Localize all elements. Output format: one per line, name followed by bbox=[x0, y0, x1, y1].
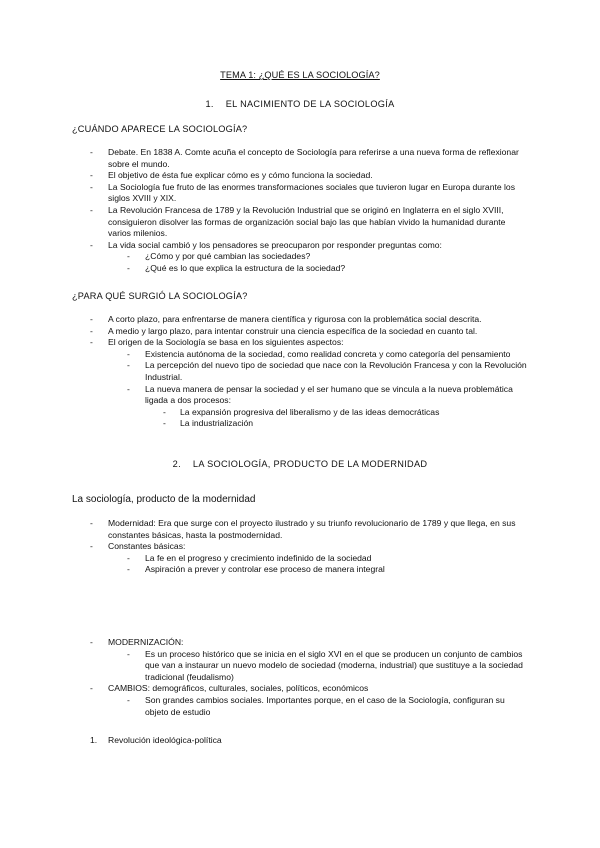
list-item-text: El origen de la Sociología se basa en los siguientes aspectos: bbox=[108, 337, 344, 348]
list-subitem bbox=[0, 564, 600, 576]
list-item bbox=[0, 337, 600, 349]
bullet: - bbox=[163, 406, 166, 417]
bullet: - bbox=[163, 418, 166, 429]
list-item-text: MODERNIZACIÓN: bbox=[108, 637, 184, 647]
numbered-item-text: Revolución ideológica-política bbox=[108, 735, 222, 745]
list-item-text: A medio y largo plazo, para intentar construir una ciencia específica de la sociedad en cuanto tal. bbox=[108, 325, 478, 336]
list-item-text: La industrialización bbox=[180, 418, 254, 429]
section-heading-text: EL NACIMIENTO DE LA SOCIOLOGÍA bbox=[225, 99, 395, 109]
list-item-text: La fe en el progreso y crecimiento indefinido de la sociedad bbox=[145, 552, 372, 563]
list-subitem bbox=[0, 695, 600, 718]
bullet: - bbox=[127, 694, 130, 705]
list-item bbox=[0, 240, 600, 252]
list-subitem bbox=[0, 349, 600, 361]
section-heading-1 bbox=[0, 99, 600, 111]
list-item-text: La nueva manera de pensar la sociedad y el ser humano que se vincula a la nueva problemática ligada a dos procesos: bbox=[145, 383, 513, 406]
list-item-text: CAMBIOS: demográficos, culturales, sociales, políticos, económicos bbox=[108, 683, 369, 694]
page-title: TEMA 1: ¿QUÉ ES LA SOCIOLOGÍA? bbox=[220, 70, 380, 80]
bullet: - bbox=[90, 541, 93, 552]
list-item bbox=[0, 518, 600, 541]
list-subsubitem bbox=[0, 418, 600, 430]
list-subitem bbox=[0, 263, 600, 275]
bullet: - bbox=[127, 552, 130, 563]
bullet: - bbox=[90, 239, 93, 250]
list-item bbox=[0, 541, 600, 553]
list-why bbox=[0, 314, 600, 430]
list-subitem bbox=[0, 649, 600, 684]
bullet: - bbox=[127, 348, 130, 359]
bullet: - bbox=[127, 262, 130, 273]
list-item-text: A corto plazo, para enfrentarse de manera científica y rigurosa con la problemática social descrita. bbox=[108, 314, 482, 324]
bullet: - bbox=[90, 683, 93, 694]
bullet: - bbox=[90, 337, 93, 348]
list-item-text: Son grandes cambios sociales. Importantes porque, en el caso de la Sociología, configuran su objeto de estudio bbox=[145, 694, 505, 717]
list-subitem bbox=[0, 553, 600, 565]
list-item bbox=[0, 637, 600, 649]
list-item-text: ¿Cómo y por qué cambian las sociedades? bbox=[145, 251, 311, 262]
bullet: - bbox=[127, 564, 130, 575]
list-subsubitem bbox=[0, 407, 600, 419]
list-item-text: La vida social cambió y los pensadores se preocuparon por responder preguntas como: bbox=[108, 239, 442, 250]
list-modernization bbox=[0, 637, 600, 718]
list-when bbox=[0, 147, 600, 275]
bullet: - bbox=[127, 251, 130, 262]
numbered-item bbox=[90, 735, 222, 747]
section-number: 1. bbox=[205, 99, 214, 109]
numbered-item-number: 1. bbox=[90, 735, 98, 745]
bullet: - bbox=[90, 637, 93, 647]
list-item-text: Es un proceso histórico que se inicia en el siglo XVI en el que se producen un conjunto de cambios que van a instaurar un nuevo modelo de sociedad (moderna, industrial) que sustituye a la sociedad tradicional (feudalismo) bbox=[145, 648, 523, 682]
list-item-text: Constantes básicas: bbox=[108, 541, 186, 552]
list-item bbox=[0, 683, 600, 695]
bullet: - bbox=[127, 383, 130, 394]
list-item bbox=[0, 314, 600, 326]
list-item bbox=[0, 170, 600, 182]
list-subitem bbox=[0, 384, 600, 407]
list-subitem bbox=[0, 251, 600, 263]
bullet: - bbox=[90, 147, 93, 157]
list-item-text: ¿Qué es lo que explica la estructura de la sociedad? bbox=[145, 262, 346, 273]
subsection-title: La sociología, producto de la modernidad bbox=[72, 494, 256, 505]
list-item bbox=[0, 326, 600, 338]
bullet: - bbox=[90, 518, 93, 528]
bullet: - bbox=[127, 648, 130, 659]
list-item-text: La Revolución Francesa de 1789 y la Revolución Industrial que se originó en Inglaterra en el siglo XVIII, consiguieron disolver las formas de organización social bajo las que habían vivido la humanidad durante varios milenios. bbox=[108, 204, 506, 239]
list-item-text: Existencia autónoma de la sociedad, como realidad concreta y como categoría del pensamiento bbox=[145, 348, 511, 359]
list-item-text: Modernidad: Era que surge con el proyecto ilustrado y su triunfo revolucionario de 1789 y que llega, en sus constantes básicas, hasta la postmodernidad. bbox=[108, 518, 516, 540]
bullet: - bbox=[90, 314, 93, 324]
bullet: - bbox=[90, 181, 93, 192]
list-item bbox=[0, 205, 600, 240]
question-heading-why: ¿PARA QUÉ SURGIÓ LA SOCIOLOGÍA? bbox=[72, 291, 248, 301]
list-item-text: Aspiración a prever y controlar ese proceso de manera integral bbox=[145, 564, 385, 575]
bullet: - bbox=[90, 325, 93, 336]
list-modernity bbox=[0, 518, 600, 576]
section-number: 2. bbox=[172, 459, 181, 469]
list-item-text: Debate. En 1838 A. Comte acuña el concepto de Sociología para referirse a una nueva forma de reflexionar sobre el mundo. bbox=[108, 147, 519, 169]
list-item-text: La percepción del nuevo tipo de sociedad que nace con la Revolución Francesa y con la Revolución Industrial. bbox=[145, 360, 527, 382]
list-item bbox=[0, 182, 600, 205]
bullet: - bbox=[90, 170, 93, 181]
list-item-text: La expansión progresiva del liberalismo y de las ideas democráticas bbox=[180, 406, 440, 417]
list-item-text: El objetivo de ésta fue explicar cómo es y cómo funciona la sociedad. bbox=[108, 170, 373, 181]
list-subitem bbox=[0, 360, 600, 383]
list-item-text: La Sociología fue fruto de las enormes transformaciones sociales que tuvieron lugar en Europa durante los siglos XVIII y XIX. bbox=[108, 181, 516, 204]
bullet: - bbox=[127, 360, 130, 371]
section-heading-2 bbox=[0, 459, 600, 471]
bullet: - bbox=[90, 204, 93, 215]
list-item bbox=[0, 147, 600, 170]
question-heading-when: ¿CUÁNDO APARECE LA SOCIOLOGÍA? bbox=[72, 124, 248, 134]
section-heading-text: LA SOCIOLOGÍA, PRODUCTO DE LA MODERNIDAD bbox=[192, 459, 428, 469]
